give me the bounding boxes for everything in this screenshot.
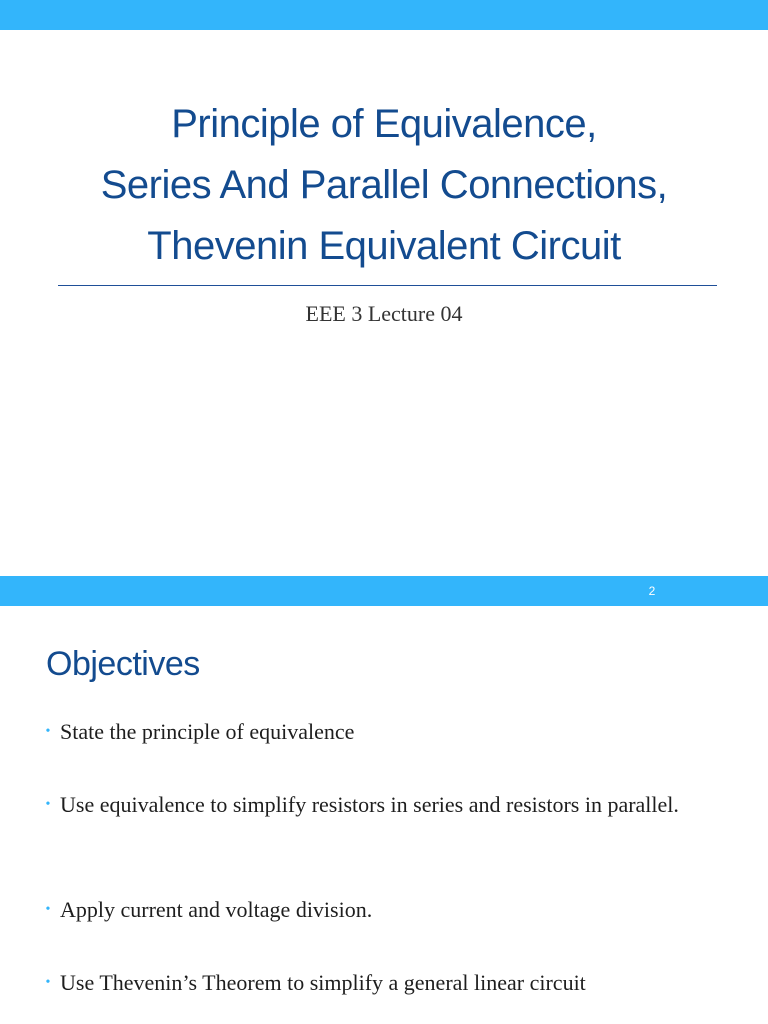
list-item [40,967,740,999]
list-item-text: Use Thevenin’s Theorem to simplify a general linear circuit [60,970,586,995]
list-item-text: Apply current and voltage division. [60,897,373,922]
list-item [40,716,740,748]
title-line-1: Principle of Equivalence, [171,102,597,146]
top-accent-bar [0,0,768,30]
list-item-text: State the principle of equivalence [60,719,355,744]
list-item-text: Use equivalence to simplify resistors in series and resistors in parallel. [60,792,679,817]
slide-number: 2 [648,584,656,598]
bullet-icon: • [45,797,51,812]
bullet-icon: • [45,724,51,739]
list-item [40,894,740,926]
slide-subtitle: EEE 3 Lecture 04 [305,301,463,326]
bullet-icon: • [45,902,51,917]
objectives-slide [0,576,768,1024]
slide-heading: Objectives [46,645,200,683]
list-item [40,789,740,821]
title-line-3: Thevenin Equivalent Circuit [147,224,621,268]
title-line-2: Series And Parallel Connections, [100,163,668,207]
title-divider [58,285,717,286]
bullet-icon: • [45,975,51,990]
slide-title [30,94,738,277]
top-accent-bar [0,576,768,606]
